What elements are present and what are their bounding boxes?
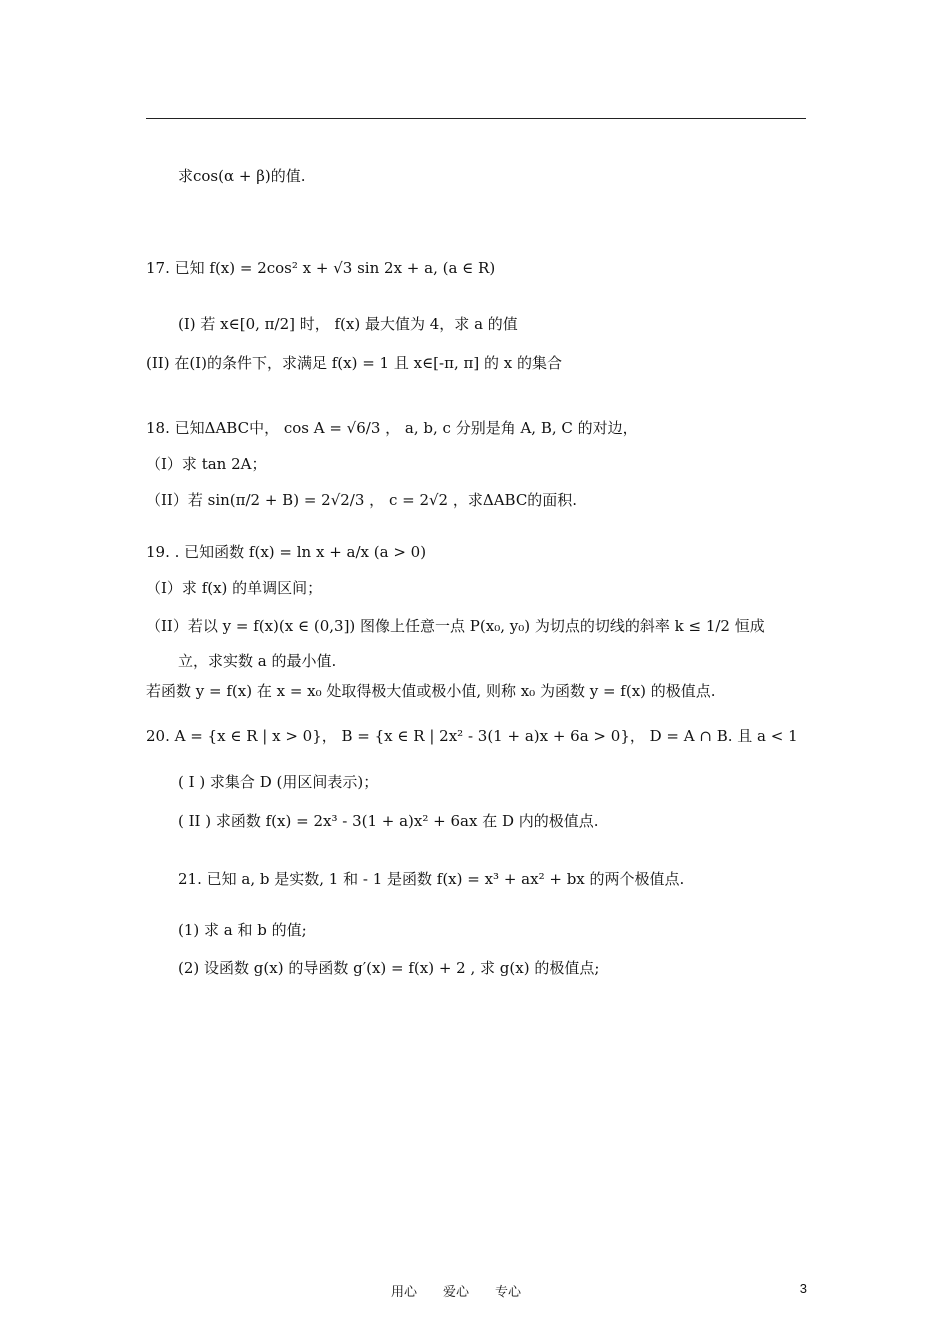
header-rule: [146, 118, 806, 119]
problem-19-part-2-cont: 立，求实数 a 的最小值.: [178, 652, 337, 670]
problem-19-statement: 19. . 已知函数 f(x) = ln x + a/x (a > 0): [146, 543, 427, 561]
problem-20-statement: 20. A = {x ∈ R | x > 0}， B = {x ∈ R | 2x² - 3(1 + a)x + 6a > 0}， D = A ∩ B. 且 a < 1: [146, 727, 798, 745]
problem-21-statement: 21. 已知 a, b 是实数, 1 和 - 1 是函数 f(x) = x³ + ax² + bx 的两个极值点.: [178, 870, 685, 888]
problem-21-part-2: (2) 设函数 g(x) 的导函数 g′(x) = f(x) + 2 , 求 g(x) 的极值点;: [178, 959, 600, 977]
problem-21-part-1: (1) 求 a 和 b 的值;: [178, 921, 307, 939]
page-number: 3: [799, 1281, 807, 1296]
problem-20-part-2: ( II ) 求函数 f(x) = 2x³ - 3(1 + a)x² + 6ax 在 D 内的极值点.: [178, 812, 599, 830]
problem-19-part-1: （I）求 f(x) 的单调区间；: [146, 579, 323, 597]
problem-18-part-1: （I）求 tan 2A；: [146, 455, 267, 473]
problem-18-part-2: （II）若 sin(π/2 + B) = 2√2/3 ， c = 2√2 ，求ΔABC的面积.: [146, 491, 578, 509]
footer-text: 用心 爱心 专心: [391, 1285, 522, 1300]
text-line-1: 求cos(α + β)的值.: [178, 167, 306, 185]
problem-18-statement: 18. 已知ΔABC中， cos A = √6/3 ， a, b, c 分别是角 A, B, C 的对边，: [146, 419, 638, 437]
problem-19-part-2: （II）若以 y = f(x)(x ∈ (0,3]) 图像上任意一点 P(x₀, y₀) 为切点的切线的斜率 k ≤ 1/2 恒成: [146, 617, 765, 635]
problem-17-part-1: (I) 若 x∈[0, π/2] 时， f(x) 最大值为 4，求 a 的值: [178, 315, 518, 333]
problem-20-part-1: ( I ) 求集合 D (用区间表示)；: [178, 773, 379, 791]
definition-extremum: 若函数 y = f(x) 在 x = x₀ 处取得极大值或极小值, 则称 x₀ 为函数 y = f(x) 的极值点.: [146, 682, 716, 700]
problem-17-statement: 17. 已知 f(x) = 2cos² x + √3 sin 2x + a, (a ∈ R): [146, 259, 496, 277]
problem-17-part-2: (II) 在(I)的条件下，求满足 f(x) = 1 且 x∈[-π, π] 的 x 的集合: [146, 354, 562, 372]
